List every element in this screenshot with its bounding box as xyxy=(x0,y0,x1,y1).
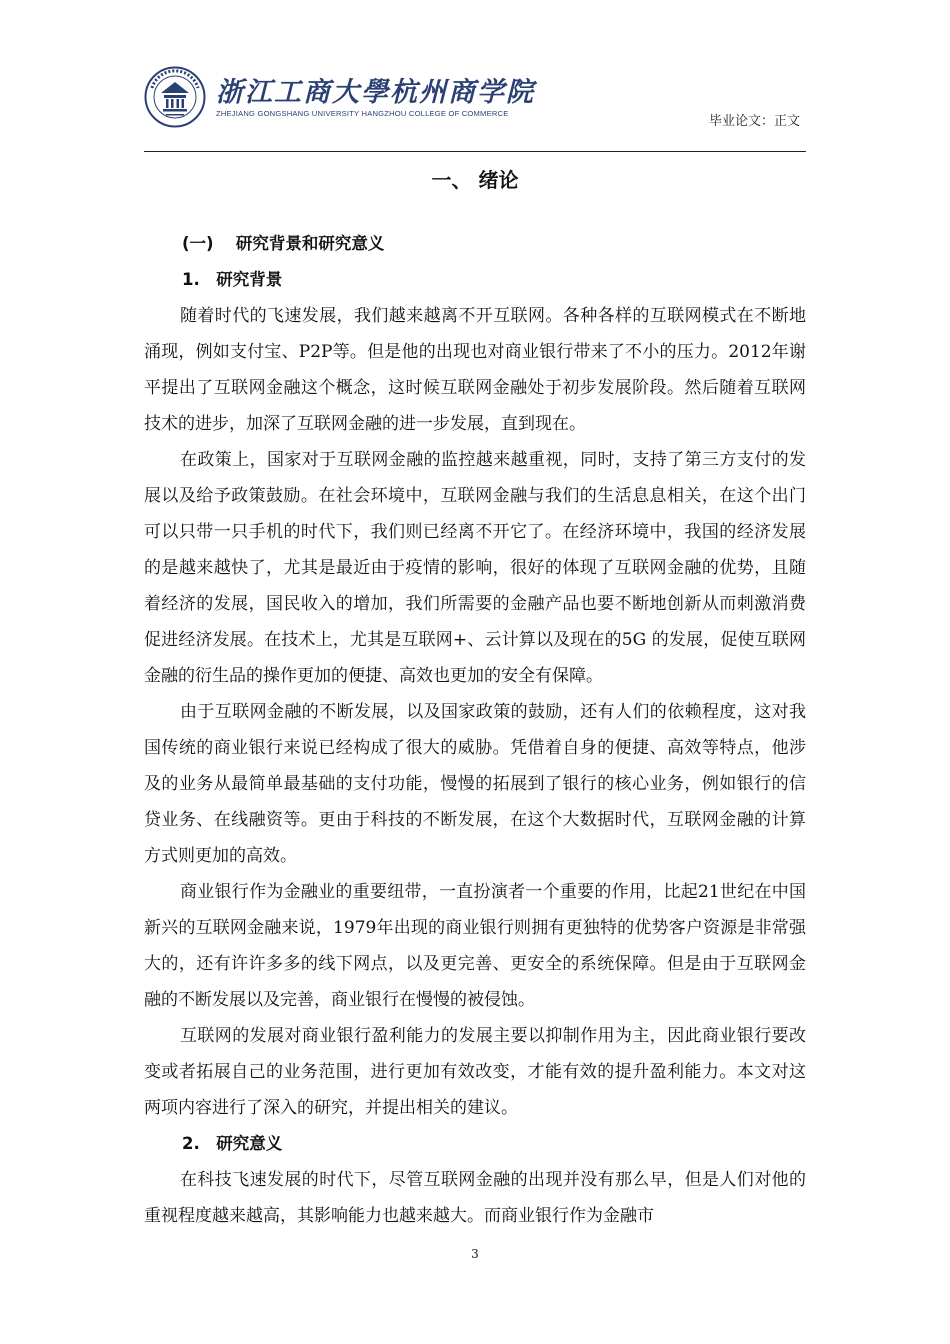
paragraph: 商业银行作为金融业的重要纽带，一直扮演者一个重要的作用，比起21世纪在中国新兴的互联网金融来说，1979年出现的商业银行则拥有更独特的优势客户资源是非常强大的，还有许许多多的线下网点，以及更完善、更安全的系统保障。但是由于互联网金融的不断发展以及完善，商业银行在慢慢的被侵蚀。 xyxy=(144,882,806,1010)
paragraph: 在科技飞速发展的时代下，尽管互联网金融的出现并没有那么早，但是人们对他的重视程度越来越高，其影响能力也越来越大。而商业银行作为金融市 xyxy=(144,1170,806,1226)
chapter-title: 一、 绪论 xyxy=(431,168,519,192)
page-header xyxy=(144,62,806,152)
paragraph: 互联网的发展对商业银行盈利能力的发展主要以抑制作用为主，因此商业银行要改变或者拓展自己的业务范围，进行更加有效改变，才能有效的提升盈利能力。本文对这两项内容进行了深入的研究，并提出相关的建议。 xyxy=(144,1026,806,1118)
subsection-heading-background: 1. 研究背景 xyxy=(182,270,283,289)
header-divider xyxy=(144,151,806,152)
school-name-en: ZHEJIANG GONGSHANG UNIVERSITY HANGZHOU COLLEGE OF COMMERCE xyxy=(216,109,509,118)
section-heading: (一) 研究背景和研究意义 xyxy=(182,234,385,253)
body-content xyxy=(144,226,806,1234)
paragraph: 随着时代的飞速发展，我们越来越离不开互联网。各种各样的互联网模式在不断地涌现，例如支付宝、P2P等。但是他的出现也对商业银行带来了不小的压力。2012年谢平提出了互联网金融这个概念，这时候互联网金融处于初步发展阶段。然后随着互联网技术的进步，加深了互联网金融的进一步发展，直到现在。 xyxy=(144,306,806,434)
paragraph: 由于互联网金融的不断发展，以及国家政策的鼓励，还有人们的依赖程度，这对我国传统的商业银行来说已经构成了很大的威胁。凭借着自身的便捷、高效等特点，他涉及的业务从最简单最基础的支付功能，慢慢的拓展到了银行的核心业务，例如银行的信贷业务、在线融资等。更由于科技的不断发展，在这个大数据时代，互联网金融的计算方式则更加的高效。 xyxy=(144,702,806,866)
page-number: 3 xyxy=(471,1247,479,1261)
subsection-heading-significance: 2. 研究意义 xyxy=(182,1134,283,1153)
school-name-cn: 浙江工商大學杭州商学院 xyxy=(216,77,535,108)
paragraph: 在政策上，国家对于互联网金融的监控越来越重视，同时，支持了第三方支付的发展以及给予政策鼓励。在社会环境中，互联网金融与我们的生活息息相关，在这个出门可以只带一只手机的时代下，我们则已经离不开它了。在经济环境中，我国的经济发展的是越来越快了，尤其是最近由于疫情的影响，很好的体现了互联网金融的优势，且随着经济的发展，国民收入的增加，我们所需要的金融产品也要不断地创新从而刺激消费促进经济发展。在技术上，尤其是互联网+、云计算以及现在的5G 的发展，促使互联网金融的衍生品的操作更加的便捷、高效也更加的安全有保障。 xyxy=(144,450,806,686)
logo-wordmark xyxy=(216,78,535,118)
university-seal-icon xyxy=(144,66,206,128)
document-type-label: 毕业论文：正文 xyxy=(708,114,800,129)
